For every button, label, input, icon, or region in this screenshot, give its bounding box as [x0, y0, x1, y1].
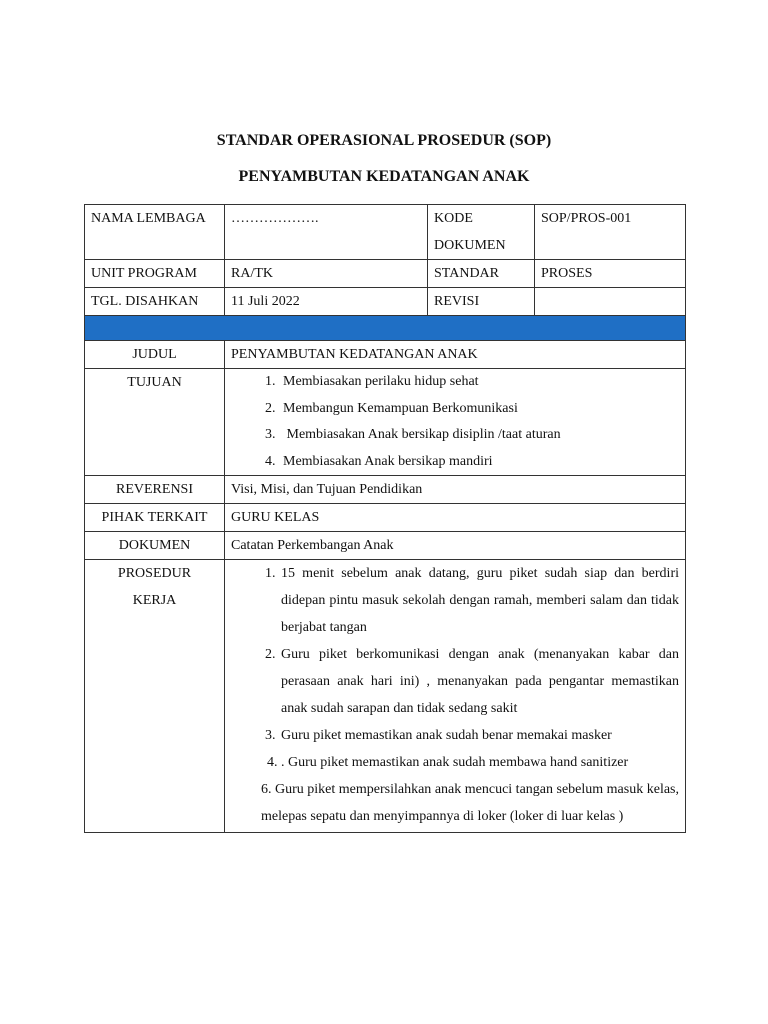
sop-table: [84, 204, 686, 833]
row-pihak-terkait: [85, 504, 686, 532]
tujuan-item: 4. Membiasakan Anak bersikap mandiri: [279, 449, 679, 476]
row-unit-program: [85, 260, 686, 288]
prosedur-label-line1: PROSEDUR: [117, 566, 192, 581]
prosedur-list: [231, 560, 679, 830]
tujuan-label: TUJUAN: [85, 369, 225, 476]
tujuan-value: [225, 369, 686, 476]
row-prosedur-kerja: [85, 560, 686, 833]
revisi-value: [535, 288, 686, 316]
prosedur-item: 6. Guru piket mempersilahkan anak mencuci tangan sebelum masuk kelas, melepas sepatu dan menyimpannya di loker (loker di luar kelas ): [261, 782, 679, 824]
tgl-disahkan-value: 11 Juli 2022: [225, 288, 428, 316]
kode-dokumen-label-line1: KODE: [434, 211, 473, 226]
tujuan-item: 1. Membiasakan perilaku hidup sehat: [279, 369, 679, 396]
referensi-value: Visi, Misi, dan Tujuan Pendidikan: [225, 476, 686, 504]
row-judul: [85, 341, 686, 369]
nama-lembaga-label: NAMA LEMBAGA: [85, 205, 225, 260]
unit-program-label: UNIT PROGRAM: [85, 260, 225, 288]
nama-lembaga-value: ……………….: [225, 205, 428, 260]
referensi-label: REVERENSI: [85, 476, 225, 504]
dokumen-label: DOKUMEN: [85, 532, 225, 560]
tgl-disahkan-label: TGL. DISAHKAN: [85, 288, 225, 316]
blue-bar-cell: [85, 316, 686, 341]
unit-program-value: RA/TK: [225, 260, 428, 288]
judul-label: JUDUL: [85, 341, 225, 369]
standar-value: PROSES: [535, 260, 686, 288]
prosedur-item: 3. Guru piket memastikan anak sudah benar memakai masker: [279, 722, 679, 749]
row-referensi: [85, 476, 686, 504]
tujuan-list: [231, 369, 679, 475]
row-nama-lembaga: [85, 205, 686, 260]
judul-value: PENYAMBUTAN KEDATANGAN ANAK: [225, 341, 686, 369]
prosedur-item: 2. Guru piket berkomunikasi dengan anak (menanyakan kabar dan perasaan anak hari ini) , menanyakan pada pengantar memastikan anak sudah sarapan dan tidak sedang sakit: [279, 641, 679, 722]
prosedur-item: 4. . Guru piket memastikan anak sudah membawa hand sanitizer: [267, 755, 629, 770]
pihak-terkait-value: GURU KELAS: [225, 504, 686, 532]
kode-dokumen-label: [428, 205, 535, 260]
row-tgl-disahkan: [85, 288, 686, 316]
prosedur-label-line2: KERJA: [132, 593, 177, 608]
row-tujuan: [85, 369, 686, 476]
kode-dokumen-label-line2: DOKUMEN: [434, 238, 506, 253]
revisi-label: REVISI: [428, 288, 535, 316]
section-divider-bar: [85, 316, 686, 341]
document-subtitle: PENYAMBUTAN KEDATANGAN ANAK: [238, 168, 530, 185]
prosedur-item: 1. 15 menit sebelum anak datang, guru piket sudah siap dan berdiri didepan pintu masuk sekolah dengan ramah, memberi salam dan tidak berjabat tangan: [279, 560, 679, 641]
dokumen-value: Catatan Perkembangan Anak: [225, 532, 686, 560]
document-title: STANDAR OPERASIONAL PROSEDUR (SOP): [216, 132, 552, 149]
prosedur-value: [225, 560, 686, 833]
tujuan-item: 2. Membangun Kemampuan Berkomunikasi: [279, 396, 679, 423]
prosedur-label: [85, 560, 225, 833]
tujuan-item: 3. Membiasakan Anak bersikap disiplin /taat aturan: [279, 422, 679, 449]
pihak-terkait-label: PIHAK TERKAIT: [85, 504, 225, 532]
standar-label: STANDAR: [428, 260, 535, 288]
kode-dokumen-value: SOP/PROS-001: [535, 205, 686, 260]
row-dokumen: [85, 532, 686, 560]
